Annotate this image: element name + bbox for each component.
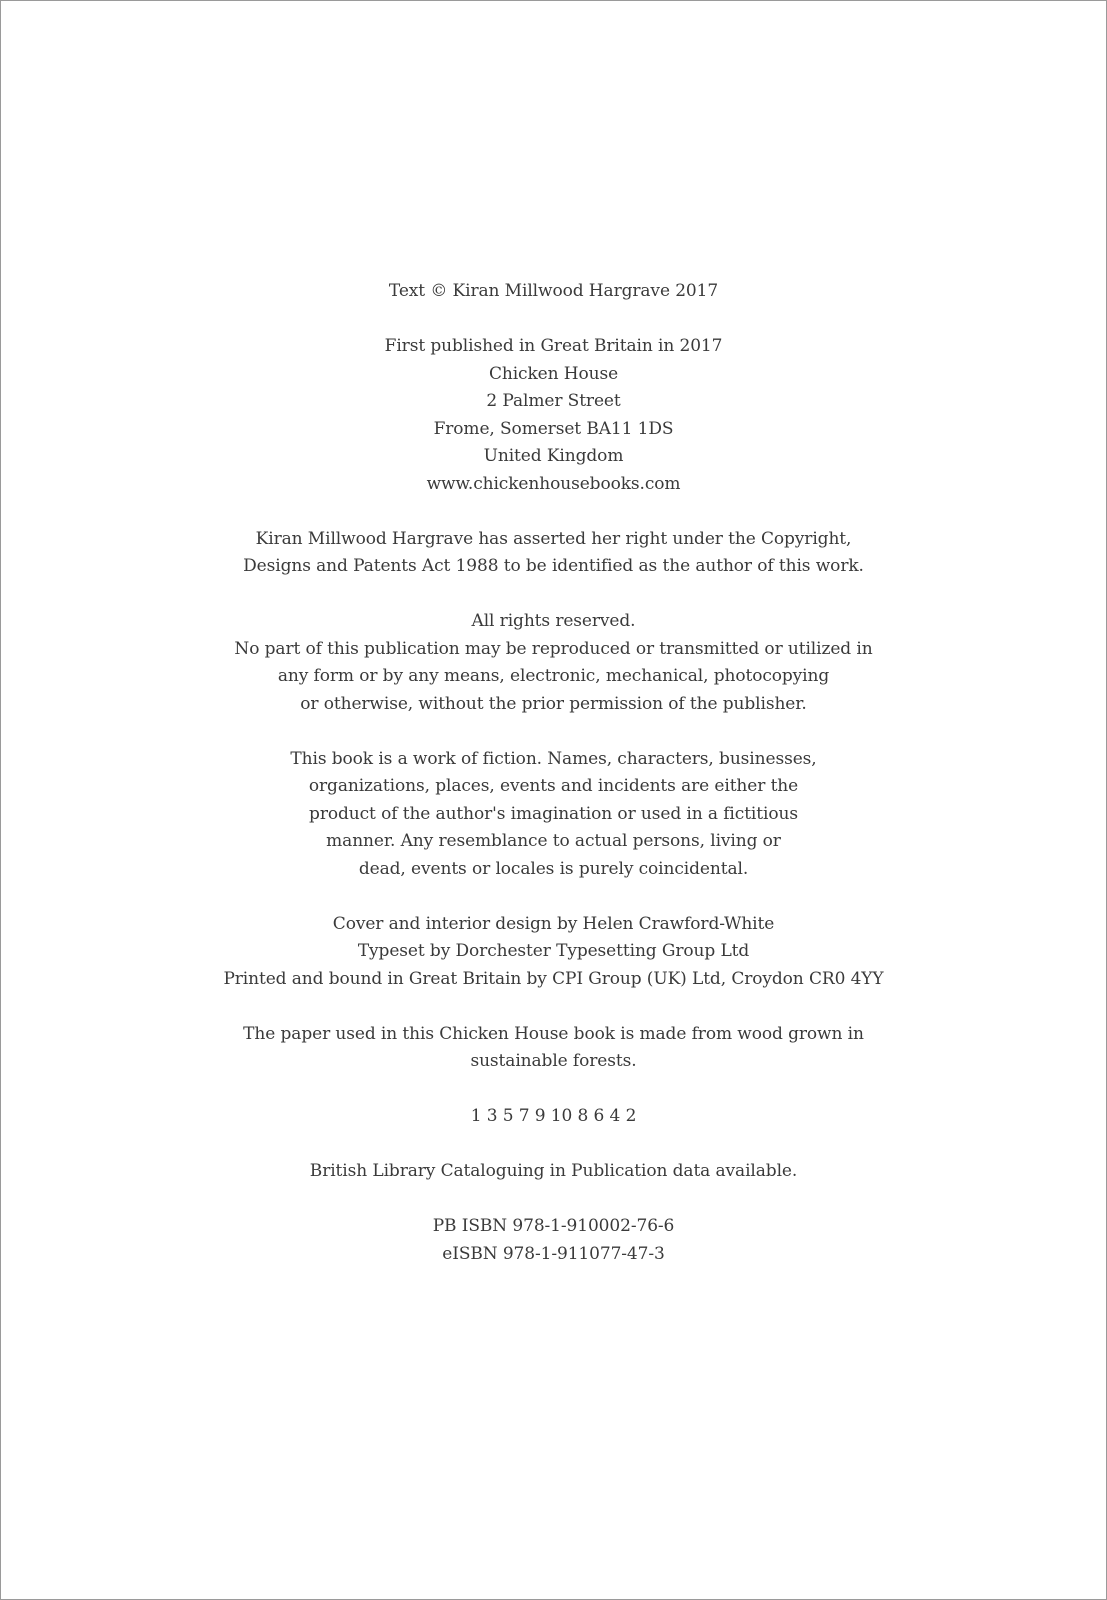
cataloguing-notice bbox=[1, 1158, 1106, 1186]
publisher-website: www.chickenhousebooks.com bbox=[426, 473, 681, 494]
printer-credit: Printed and bound in Great Britain by CPI Group (UK) Ltd, Croydon CR0 4YY bbox=[223, 968, 884, 989]
paper-notice-line: The paper used in this Chicken House book is made from wood grown in bbox=[243, 1023, 864, 1044]
cataloguing-line: British Library Cataloguing in Publication data available. bbox=[309, 1161, 798, 1181]
copyright-page-content bbox=[1, 278, 1106, 1268]
rights-reserved-line: or otherwise, without the prior permission of the publisher. bbox=[300, 693, 807, 714]
fiction-disclaimer-line: dead, events or locales is purely coincidental. bbox=[358, 858, 749, 879]
fiction-disclaimer bbox=[1, 746, 1106, 884]
author-rights-line: Kiran Millwood Hargrave has asserted her right under the Copyright, bbox=[255, 528, 852, 549]
typeset-credit: Typeset by Dorchester Typesetting Group Ltd bbox=[357, 941, 750, 961]
copyright-line: Text © Kiran Millwood Hargrave 2017 bbox=[388, 281, 719, 301]
fiction-disclaimer-line: manner. Any resemblance to actual persons, living or bbox=[326, 831, 781, 851]
publication-line: First published in Great Britain in 2017 bbox=[384, 336, 723, 356]
paper-notice-line: sustainable forests. bbox=[470, 1051, 637, 1071]
fiction-disclaimer-line: product of the author's imagination or used in a fictitious bbox=[309, 803, 798, 824]
rights-reserved-statement bbox=[1, 608, 1106, 718]
isbn-block bbox=[1, 1213, 1106, 1268]
production-credits bbox=[1, 911, 1106, 994]
paper-notice bbox=[1, 1021, 1106, 1076]
rights-reserved-line: All rights reserved. bbox=[471, 611, 636, 631]
design-credit: Cover and interior design by Helen Crawford-White bbox=[332, 913, 775, 934]
publisher-name: Chicken House bbox=[488, 363, 619, 384]
paperback-isbn: PB ISBN 978-1-910002-76-6 bbox=[432, 1216, 675, 1236]
rights-reserved-line: any form or by any means, electronic, mechanical, photocopying bbox=[277, 666, 830, 686]
publisher-details bbox=[1, 333, 1106, 498]
publisher-street: 2 Palmer Street bbox=[486, 391, 621, 411]
ebook-isbn: eISBN 978-1-911077-47-3 bbox=[442, 1243, 665, 1264]
author-rights-statement bbox=[1, 526, 1106, 581]
rights-reserved-line: No part of this publication may be reproduced or transmitted or utilized in bbox=[234, 638, 873, 659]
fiction-disclaimer-line: organizations, places, events and incidents are either the bbox=[308, 776, 799, 796]
author-rights-line: Designs and Patents Act 1988 to be identified as the author of this work. bbox=[243, 556, 864, 576]
fiction-disclaimer-line: This book is a work of fiction. Names, characters, businesses, bbox=[290, 748, 817, 769]
printing-line bbox=[1, 1103, 1106, 1131]
publisher-country: United Kingdom bbox=[483, 446, 624, 466]
printing-number-line: 1 3 5 7 9 10 8 6 4 2 bbox=[470, 1106, 637, 1126]
copyright-notice bbox=[1, 278, 1106, 306]
publisher-town: Frome, Somerset BA11 1DS bbox=[433, 418, 674, 439]
